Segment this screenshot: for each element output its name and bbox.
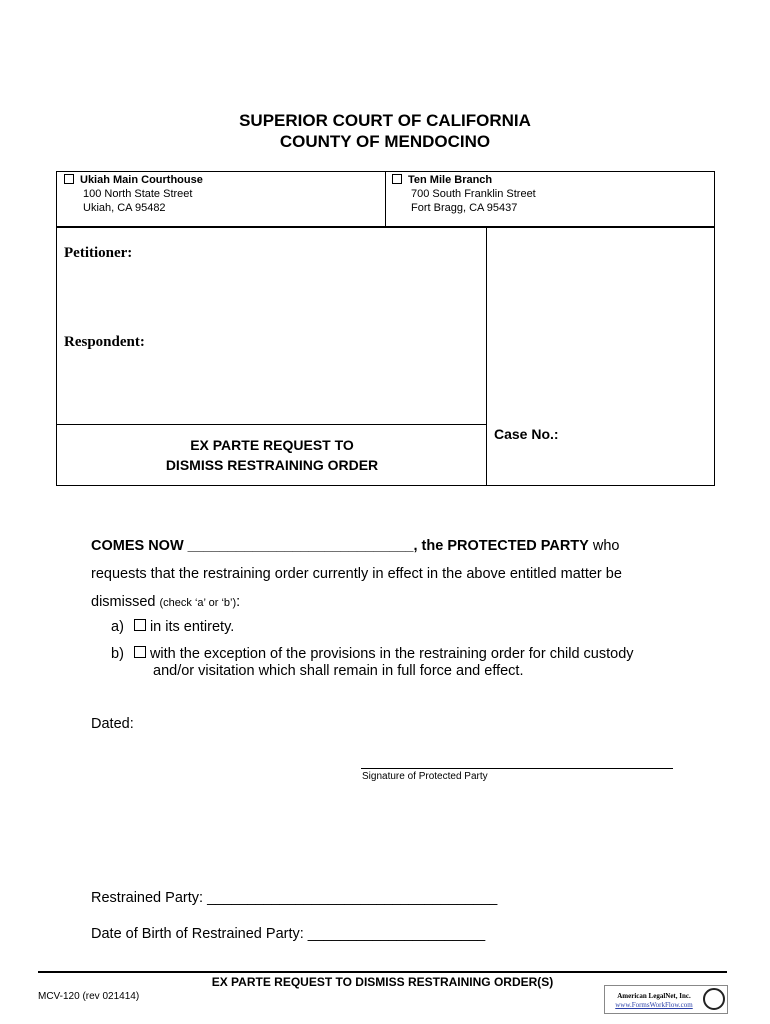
ten-mile-street: 700 South Franklin Street — [411, 188, 536, 200]
option-a-checkbox[interactable] — [134, 619, 146, 631]
ukiah-city: Ukiah, CA 95482 — [83, 202, 166, 214]
publisher-logo-icon — [703, 988, 725, 1010]
ten-mile-name: Ten Mile Branch — [408, 174, 493, 186]
attorney-info-field[interactable] — [490, 232, 708, 418]
option-b-line2: and/or visitation which shall remain in full force and effect. — [153, 663, 524, 679]
option-b-marker: b) — [111, 646, 124, 662]
form-id: MCV-120 (rev 021414) — [38, 991, 140, 1002]
option-b-checkbox[interactable] — [134, 646, 146, 658]
location-ten-mile — [392, 173, 536, 215]
document-title-line1: EX PARTE REQUEST TO — [190, 437, 354, 453]
court-name: SUPERIOR COURT OF CALIFORNIA — [239, 111, 531, 130]
ten-mile-checkbox[interactable] — [392, 174, 402, 184]
signature-line[interactable] — [361, 768, 673, 769]
dated-label: Dated: — [91, 716, 134, 732]
request-line: requests that the restraining order currently in effect in the above entitled matter be — [91, 566, 622, 582]
check-hint: (check ‘a’ or ‘b’) — [159, 597, 237, 609]
document-title — [57, 435, 487, 475]
petitioner-field[interactable] — [64, 266, 474, 326]
publisher-name: American LegalNet, Inc. — [617, 992, 691, 1000]
restrained-party-line — [91, 890, 497, 906]
ten-mile-city: Fort Bragg, CA 95437 — [411, 202, 518, 214]
option-a-text: in its entirety. — [149, 619, 235, 635]
dob-field[interactable]: ______________________ — [307, 926, 486, 942]
location-divider — [385, 171, 386, 227]
respondent-label: Respondent: — [64, 334, 145, 350]
option-b-line1: with the exception of the provisions in the restraining order for child custody — [149, 646, 634, 662]
document-title-line2: DISMISS RESTRAINING ORDER — [165, 457, 379, 473]
comes-now-line: COMES NOW ____________________________, the PROTECTED PARTY who — [91, 538, 620, 554]
option-a — [111, 619, 234, 635]
petitioner-label: Petitioner: — [64, 245, 133, 261]
dismissed-line — [91, 594, 240, 610]
ukiah-street: 100 North State Street — [83, 188, 193, 200]
dob-label: Date of Birth of Restrained Party: — [91, 926, 304, 942]
footer-title: EX PARTE REQUEST TO DISMISS RESTRAINING ORDER(S) — [211, 975, 554, 989]
signature-label: Signature of Protected Party — [362, 771, 488, 782]
publisher-stamp — [604, 985, 728, 1014]
comes-now-text: COMES NOW — [91, 538, 184, 554]
dated-field[interactable] — [140, 716, 320, 734]
dismissed-text: dismissed — [91, 594, 156, 610]
publisher-text — [607, 992, 701, 1010]
location-ukiah — [64, 173, 203, 215]
dob-line — [91, 926, 485, 942]
respondent-field[interactable] — [64, 356, 474, 416]
restrained-party-field[interactable]: ____________________________________ — [207, 890, 498, 906]
footer-rule — [38, 971, 727, 973]
ukiah-checkbox[interactable] — [64, 174, 74, 184]
ukiah-name: Ukiah Main Courthouse — [80, 174, 203, 186]
protected-party-name-blank[interactable]: ____________________________ — [187, 538, 414, 554]
colon-text: : — [236, 594, 241, 610]
case-number-field[interactable] — [572, 428, 706, 448]
restrained-party-label: Restrained Party: — [91, 890, 204, 906]
caption-horizontal-divider — [56, 424, 487, 425]
option-a-marker: a) — [111, 619, 124, 635]
court-header — [0, 110, 770, 152]
publisher-url[interactable]: www.FormsWorkFlow.com — [615, 1001, 693, 1009]
protected-party-text: , the PROTECTED PARTY — [413, 538, 589, 554]
county-name: COUNTY OF MENDOCINO — [279, 132, 491, 151]
case-number-label: Case No.: — [494, 426, 559, 442]
option-b — [111, 646, 634, 662]
